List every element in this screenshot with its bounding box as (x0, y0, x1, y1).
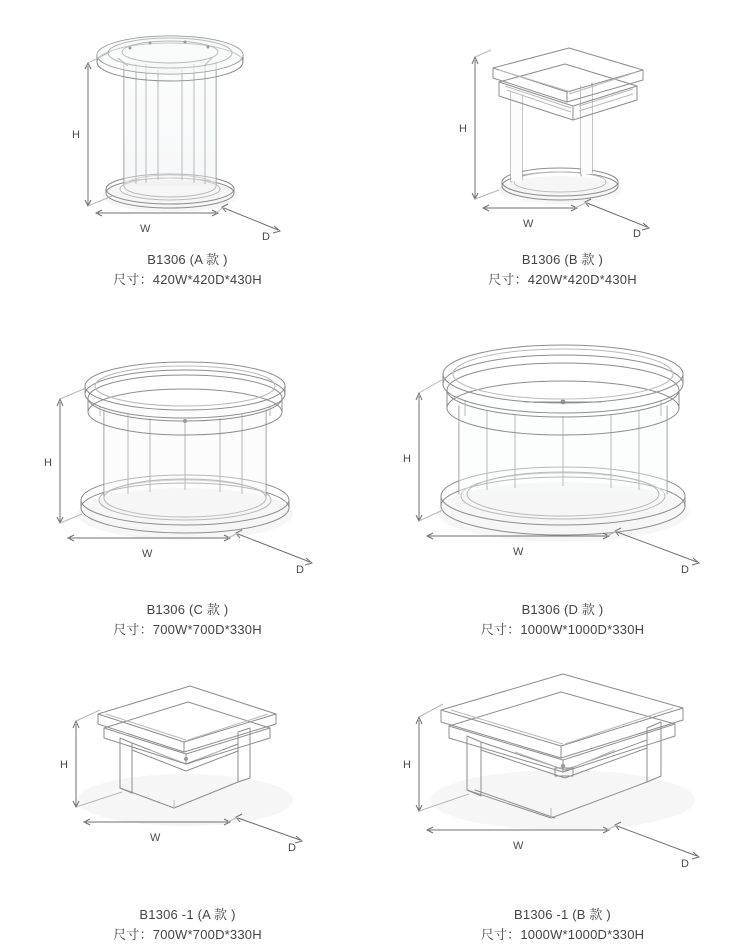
dimension-label-h: H (60, 759, 68, 771)
dimension-label-d: D (262, 231, 270, 243)
product-caption-b1306-a (0, 250, 375, 290)
product-size: 尺寸：420W*420D*430H (113, 272, 262, 287)
dimension-label-d: D (296, 564, 304, 576)
product-caption-b1306-d (375, 600, 750, 640)
product-caption-b1306-1-b (375, 905, 750, 951)
product-size: 尺寸：420W*420D*430H (488, 272, 637, 287)
dimension-label-w: W (142, 548, 153, 560)
product-name: B1306 (B 款 ) (521, 252, 604, 267)
product-size: 尺寸：700W*700D*330H (113, 622, 262, 637)
product-size: 尺寸：1000W*1000D*330H (480, 927, 645, 942)
product-name: B1306 -1 (A 款 ) (139, 907, 236, 922)
dimension-label-h: H (459, 123, 467, 135)
product-cell-b1306-c (0, 290, 375, 640)
product-name: B1306 -1 (B 款 ) (514, 907, 611, 922)
dimension-label-h: H (403, 759, 411, 771)
product-size: 尺寸：1000W*1000D*330H (480, 622, 645, 637)
dimension-label-d: D (681, 564, 689, 576)
product-cell-b1306-1-b (375, 640, 750, 951)
product-drawing-b1306-1-a (0, 640, 375, 905)
dimension-label-h: H (72, 129, 80, 141)
product-drawing-b1306-c (0, 290, 375, 600)
dimension-label-w: W (523, 218, 534, 230)
product-cell-b1306-1-a (0, 640, 375, 951)
product-caption-b1306-1-a (0, 905, 375, 951)
dimension-label-w: W (513, 840, 524, 852)
product-drawing-b1306-d (375, 290, 750, 600)
product-cell-b1306-a (0, 0, 375, 290)
product-cell-b1306-b (375, 0, 750, 290)
dimension-label-d: D (681, 858, 689, 870)
product-name: B1306 (D 款 ) (521, 602, 604, 617)
product-caption-b1306-b (375, 250, 750, 290)
product-cell-b1306-d (375, 290, 750, 640)
dimension-label-d: D (633, 228, 641, 240)
dimension-label-w: W (513, 546, 524, 558)
product-drawing-b1306-1-b (375, 640, 750, 905)
dimension-label-h: H (403, 453, 411, 465)
dimension-label-h: H (44, 457, 52, 469)
product-size: 尺寸：700W*700D*330H (113, 927, 262, 942)
product-caption-b1306-c (0, 600, 375, 640)
product-name: B1306 (C 款 ) (146, 602, 229, 617)
product-drawing-b1306-a (0, 0, 375, 250)
product-drawing-b1306-b (375, 0, 750, 250)
dimension-label-d: D (288, 842, 296, 854)
dimension-label-w: W (140, 223, 151, 235)
product-name: B1306 (A 款 ) (147, 252, 228, 267)
dimension-label-w: W (150, 832, 161, 844)
